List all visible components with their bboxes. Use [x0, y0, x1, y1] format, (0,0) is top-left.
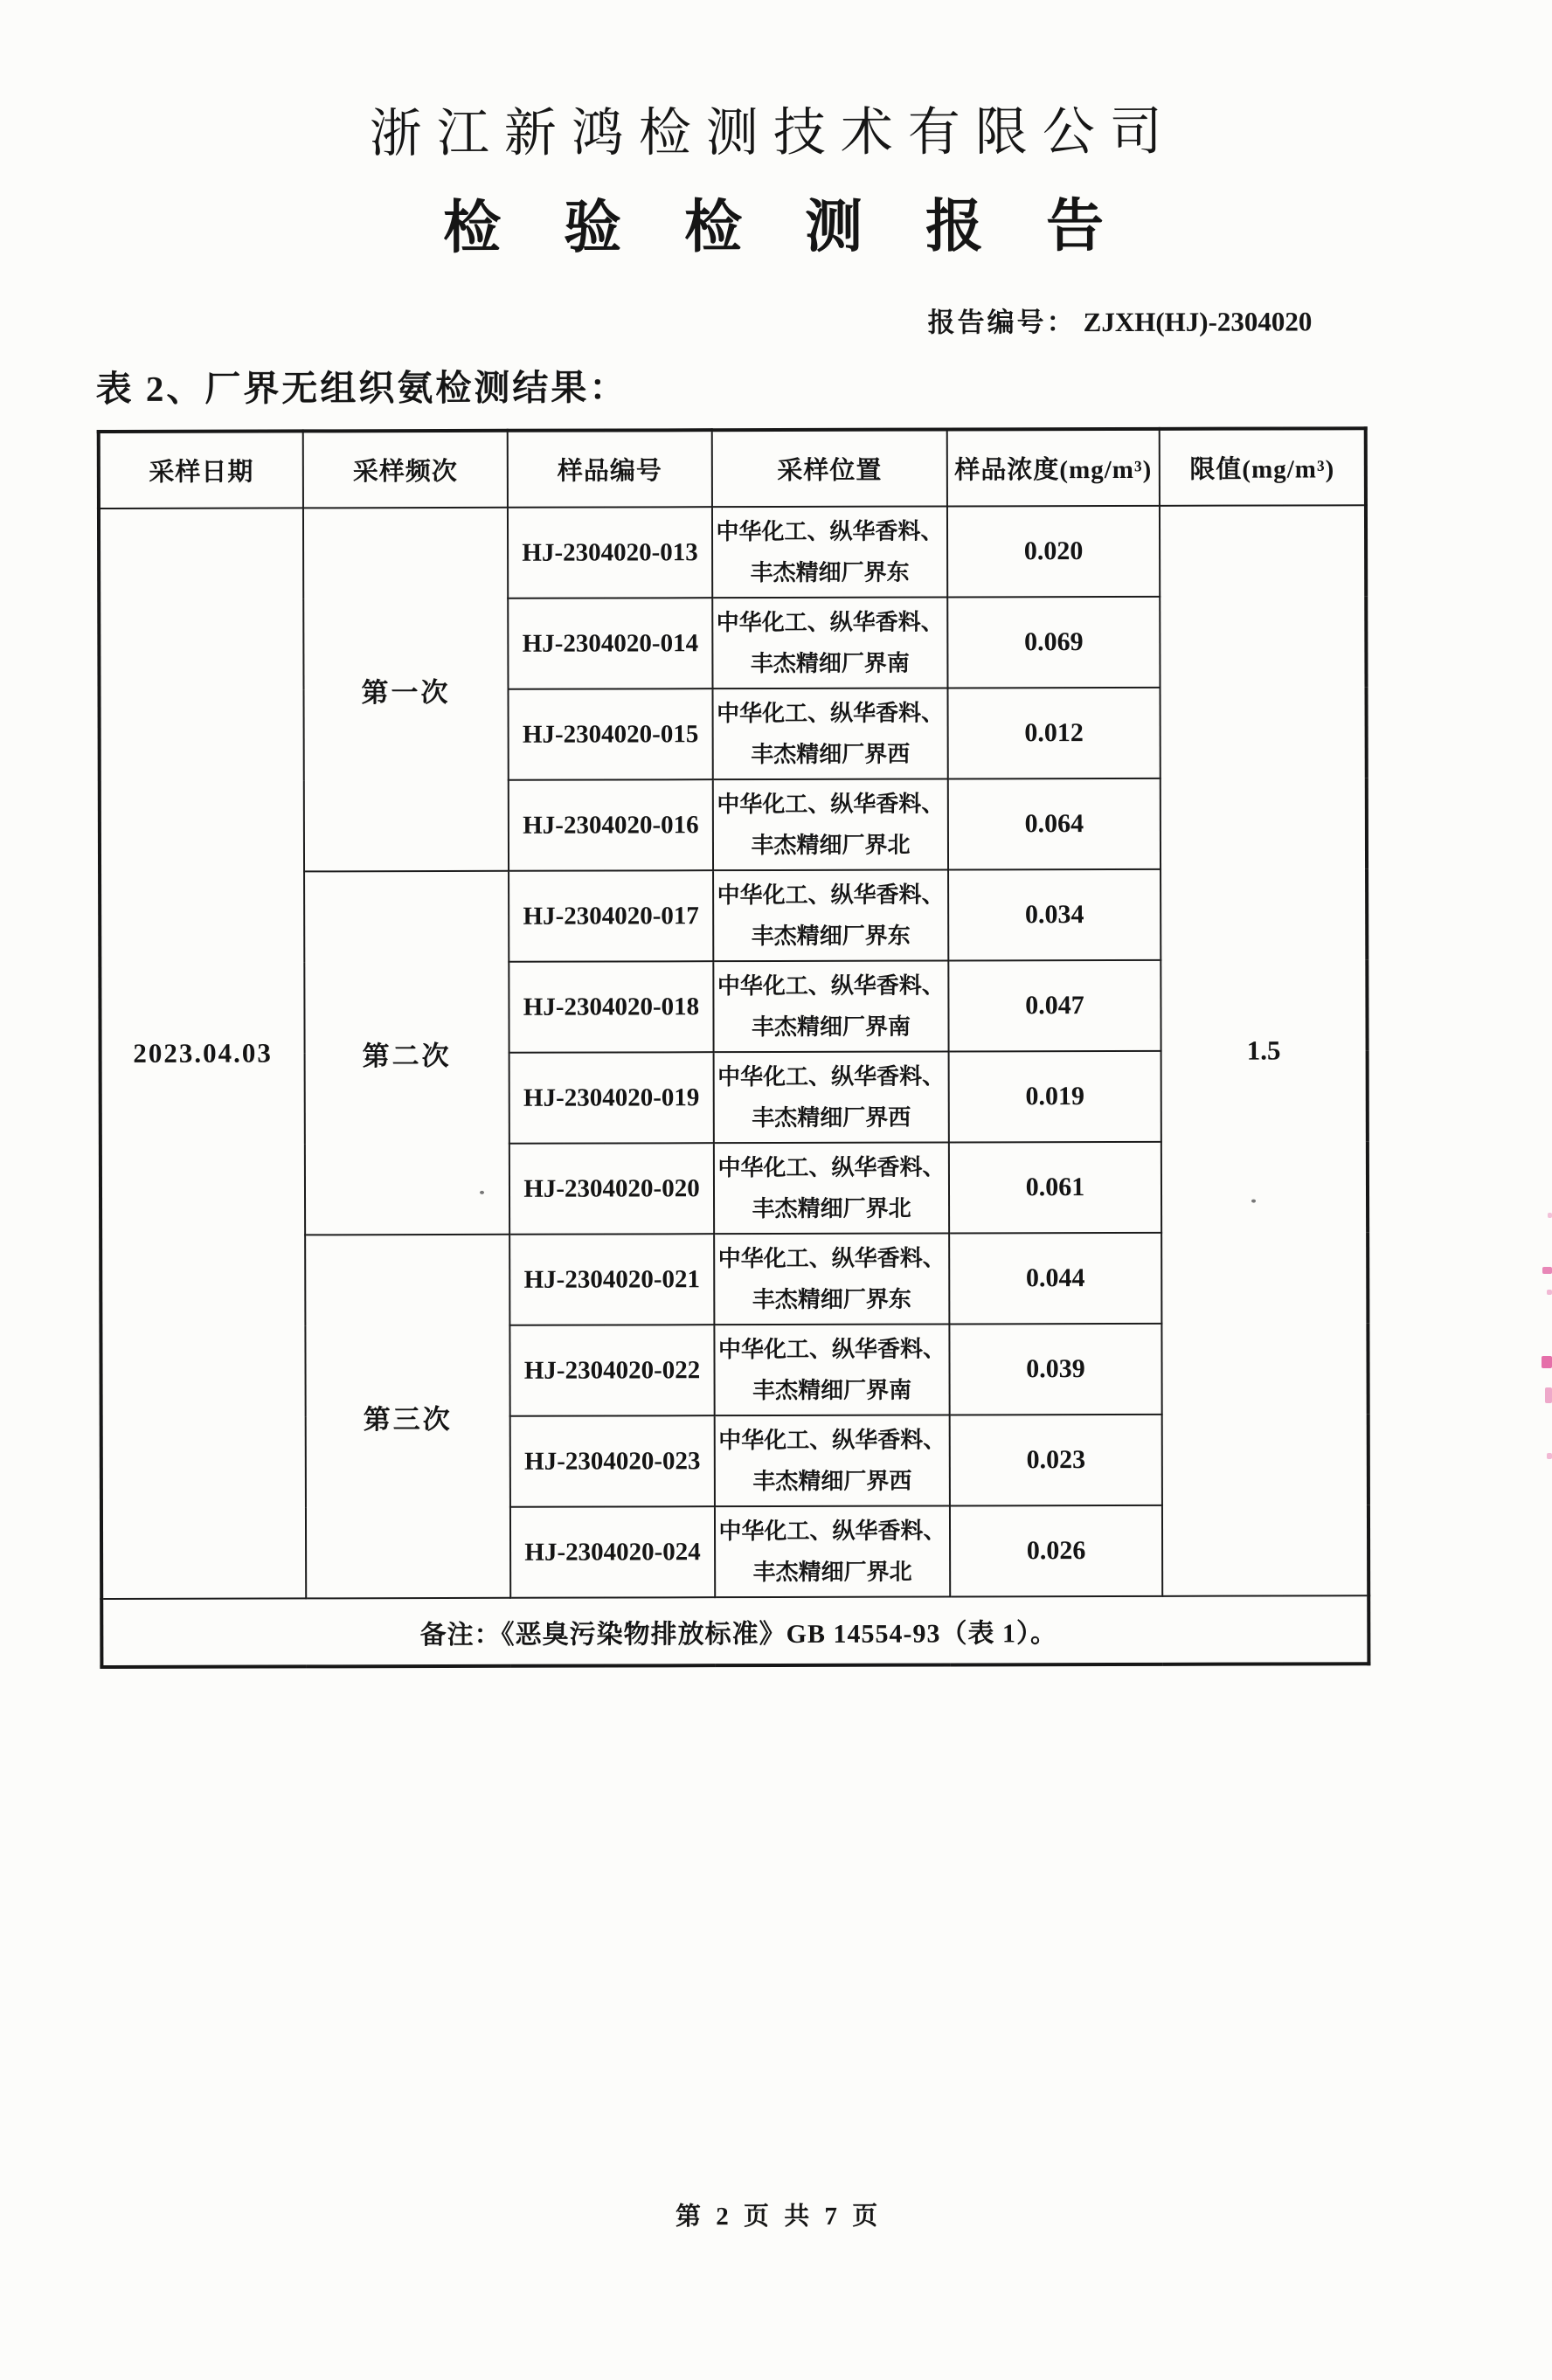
sample-id-cell: HJ-2304020-024: [510, 1506, 715, 1598]
location-line-2: 丰杰精细厂界西: [752, 1104, 911, 1131]
stamp-bleed-mark: [1548, 1213, 1552, 1218]
limit-value-cell: 1.5: [1160, 505, 1368, 1596]
sample-id-cell: HJ-2304020-018: [509, 961, 713, 1053]
sample-value-cell: 0.061: [949, 1142, 1161, 1234]
sample-id-cell: HJ-2304020-023: [510, 1415, 715, 1507]
column-header-date: 采样日期: [99, 431, 303, 509]
table-row: [99, 505, 1366, 599]
stamp-bleed-mark: [1542, 1267, 1552, 1274]
sample-location-cell: [712, 506, 947, 598]
sample-value-cell: 0.019: [949, 1051, 1161, 1143]
sample-location-cell: [712, 688, 947, 779]
location-line-1: 中华化工、纵华香料、: [717, 1245, 946, 1272]
sampling-date-cell: 2023.04.03: [99, 508, 306, 1599]
company-name: 浙江新鸿检测技术有限公司: [369, 102, 1177, 163]
scan-speck: [1251, 1200, 1256, 1203]
sample-location-cell: [714, 1051, 949, 1143]
location-line-2: 丰杰精细厂界北: [752, 1195, 911, 1222]
sample-value-cell: 0.012: [947, 688, 1160, 779]
sample-id-cell: HJ-2304020-021: [509, 1234, 714, 1325]
location-line-1: 中华化工、纵华香料、: [718, 1427, 946, 1454]
sample-location-cell: [713, 960, 948, 1052]
location-line-2: 丰杰精细厂界南: [750, 650, 910, 677]
frequency-cell: 第一次: [303, 508, 509, 872]
sample-value-cell: 0.069: [947, 597, 1160, 688]
location-line-1: 中华化工、纵华香料、: [716, 609, 944, 636]
sample-value-cell: 0.064: [948, 778, 1161, 870]
frequency-cell: 第二次: [304, 871, 509, 1235]
sample-id-cell: HJ-2304020-016: [509, 779, 713, 871]
location-line-1: 中华化工、纵华香料、: [717, 791, 945, 818]
sample-value-cell: 0.039: [949, 1324, 1161, 1415]
sample-id-cell: HJ-2304020-013: [508, 507, 712, 598]
sample-location-cell: [713, 869, 948, 961]
location-line-1: 中华化工、纵华香料、: [717, 1063, 946, 1090]
location-line-2: 丰杰精细厂界东: [750, 559, 910, 586]
page-number-indicator: 第 2 页 共 7 页: [675, 2202, 883, 2231]
location-line-2: 丰杰精细厂界东: [752, 1286, 911, 1313]
stamp-bleed-mark: [1547, 1453, 1552, 1459]
sample-location-cell: [715, 1415, 950, 1506]
frequency-cell: 第三次: [305, 1235, 510, 1599]
sample-value-cell: 0.026: [950, 1505, 1162, 1597]
scan-speck: [480, 1191, 484, 1194]
location-line-1: 中华化工、纵华香料、: [718, 1518, 946, 1545]
location-line-2: 丰杰精细厂界北: [752, 1559, 912, 1586]
location-line-2: 丰杰精细厂界南: [751, 1014, 911, 1041]
sample-location-cell: [714, 1142, 949, 1234]
sample-id-cell: HJ-2304020-022: [509, 1325, 714, 1416]
sample-location-cell: [714, 1324, 949, 1415]
sample-location-cell: [712, 597, 947, 688]
location-line-1: 中华化工、纵华香料、: [716, 518, 944, 545]
sample-id-cell: HJ-2304020-014: [508, 598, 712, 689]
sample-location-cell: [714, 1233, 949, 1325]
stamp-bleed-mark: [1547, 1290, 1552, 1295]
sample-value-cell: 0.023: [950, 1415, 1162, 1506]
location-line-2: 丰杰精细厂界西: [752, 1468, 912, 1495]
stamp-bleed-mark: [1545, 1387, 1552, 1403]
location-line-2: 丰杰精细厂界南: [752, 1377, 912, 1404]
location-line-2: 丰杰精细厂界北: [751, 832, 911, 859]
location-line-1: 中华化工、纵华香料、: [717, 1336, 946, 1363]
sample-id-cell: HJ-2304020-019: [509, 1052, 714, 1144]
results-table: [97, 426, 1371, 1669]
sample-location-cell: [715, 1505, 950, 1597]
location-line-1: 中华化工、纵华香料、: [717, 1154, 946, 1181]
location-line-2: 丰杰精细厂界西: [751, 741, 911, 768]
sample-value-cell: 0.047: [948, 960, 1161, 1052]
location-line-1: 中华化工、纵华香料、: [717, 972, 945, 1000]
sample-id-cell: HJ-2304020-017: [509, 870, 713, 962]
sample-id-cell: HJ-2304020-015: [508, 688, 712, 780]
note-cell: 备注：《恶臭污染物排放标准》GB 14554-93（表 1）。: [101, 1595, 1368, 1667]
column-header-sample-id: 样品编号: [508, 430, 712, 508]
report-number-label: 报告编号：: [927, 307, 1077, 338]
column-header-location: 采样位置: [712, 429, 947, 507]
location-line-2: 丰杰精细厂界东: [751, 923, 911, 950]
sample-value-cell: 0.020: [947, 506, 1160, 598]
header-row: [99, 428, 1366, 509]
sample-location-cell: [713, 778, 948, 870]
sample-value-cell: 0.034: [948, 869, 1161, 961]
stamp-bleed-mark: [1542, 1356, 1552, 1368]
column-header-concentration: 样品浓度(mg/m³): [947, 429, 1160, 507]
sample-value-cell: 0.044: [949, 1233, 1161, 1325]
report-number-value: ZJXH(HJ)-2304020: [1083, 306, 1313, 338]
location-line-1: 中华化工、纵华香料、: [717, 882, 945, 909]
sample-id-cell: HJ-2304020-020: [509, 1143, 714, 1235]
column-header-frequency: 采样频次: [303, 431, 508, 509]
report-title: 检验检测报告: [443, 194, 1167, 260]
table-caption: 表 2、厂界无组织氨检测结果：: [95, 367, 628, 410]
column-header-limit: 限值(mg/m³): [1160, 428, 1366, 506]
report-number-line: [928, 299, 1313, 339]
location-line-1: 中华化工、纵华香料、: [717, 700, 945, 727]
note-row: [101, 1595, 1368, 1667]
